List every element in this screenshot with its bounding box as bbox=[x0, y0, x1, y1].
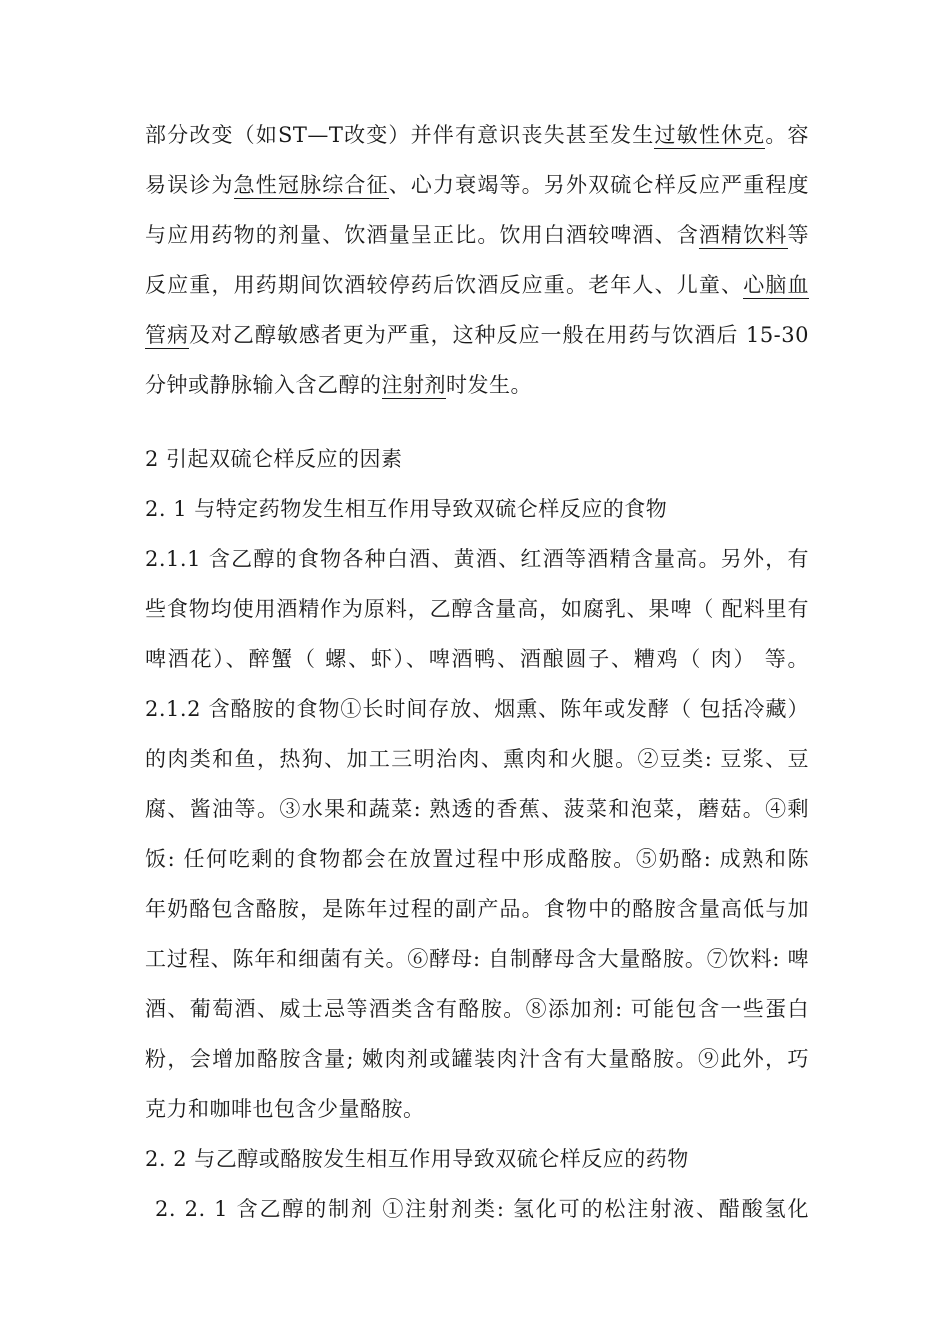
link-alcoholic-drinks[interactable]: 酒精饮料 bbox=[698, 223, 788, 247]
text-line: 管病及对乙醇敏感者更为严重，这种反应一般在用药与饮酒后 15-30 bbox=[145, 323, 809, 347]
text-line: 酒、葡萄酒、威士忌等酒类含有酪胺。⑧添加剂: 可能包含一些蛋白 bbox=[145, 997, 809, 1021]
text-line: 反应重，用药期间饮酒较停药后饮酒反应重。老年人、儿童、心脑血 bbox=[145, 273, 809, 297]
text-line: 的肉类和鱼，热狗、加工三明治肉、熏肉和火腿。②豆类: 豆浆、豆 bbox=[145, 747, 809, 771]
link-acute-coronary-syndrome[interactable]: 急性冠脉综合征 bbox=[233, 173, 389, 197]
link-injection[interactable]: 注射剂 bbox=[381, 373, 446, 397]
subsection-heading: 2. 1 与特定药物发生相互作用导致双硫仑样反应的食物 bbox=[145, 497, 668, 521]
link-vascular-disease[interactable]: 管病 bbox=[145, 323, 189, 347]
section-heading: 2 引起双硫仑样反应的因素 bbox=[145, 447, 403, 471]
text-line: 易误诊为急性冠脉综合征、心力衰竭等。另外双硫仑样反应严重程度 bbox=[145, 173, 809, 197]
text-line: 饭: 任何吃剩的食物都会在放置过程中形成酪胺。⑤奶酪: 成熟和陈 bbox=[145, 847, 809, 871]
text-line: 部分改变（如ST—T改变）并伴有意识丧失甚至发生过敏性休克。容 bbox=[145, 123, 809, 147]
subsection-heading: 2. 2 与乙醇或酪胺发生相互作用导致双硫仑样反应的药物 bbox=[145, 1147, 689, 1171]
text-line: 年奶酪包含酪胺，是陈年过程的副产品。食物中的酪胺含量高低与加 bbox=[145, 897, 809, 921]
text-line: 粉，会增加酪胺含量; 嫩肉剂或罐装肉汁含有大量酪胺。⑨此外，巧 bbox=[145, 1047, 809, 1071]
text-line: 克力和咖啡也包含少量酪胺。 bbox=[145, 1097, 425, 1121]
text-line: 工过程、陈年和细菌有关。⑥酵母: 自制酵母含大量酪胺。⑦饮料: 啤 bbox=[145, 947, 809, 971]
text-line: 2.1.1 含乙醇的食物各种白酒、黄酒、红酒等酒精含量高。另外，有 bbox=[145, 547, 809, 571]
text-line: 与应用药物的剂量、饮酒量呈正比。饮用白酒较啤酒、含酒精饮料等 bbox=[145, 223, 809, 247]
text-line: 2. 2. 1 含乙醇的制剂 ①注射剂类: 氢化可的松注射液、醋酸氢化 bbox=[155, 1197, 809, 1221]
link-cardio-cerebrovascular[interactable]: 心脑血 bbox=[743, 273, 809, 297]
link-anaphylactic-shock[interactable]: 过敏性休克 bbox=[654, 123, 766, 147]
text-line: 啤酒花）、醉蟹（ 螺、虾）、啤酒鸭、酒酿圆子、糟鸡（ 肉） 等。 bbox=[145, 647, 809, 671]
text-line: 腐、酱油等。③水果和蔬菜: 熟透的香蕉、菠菜和泡菜，蘑菇。④剩 bbox=[145, 797, 809, 821]
text-line: 2.1.2 含酪胺的食物①长时间存放、烟熏、陈年或发酵（ 包括冷藏） bbox=[145, 697, 809, 721]
text-line: 分钟或静脉输入含乙醇的注射剂时发生。 bbox=[145, 373, 532, 397]
text-line: 些食物均使用酒精作为原料，乙醇含量高，如腐乳、果啤（ 配料里有 bbox=[145, 597, 809, 621]
